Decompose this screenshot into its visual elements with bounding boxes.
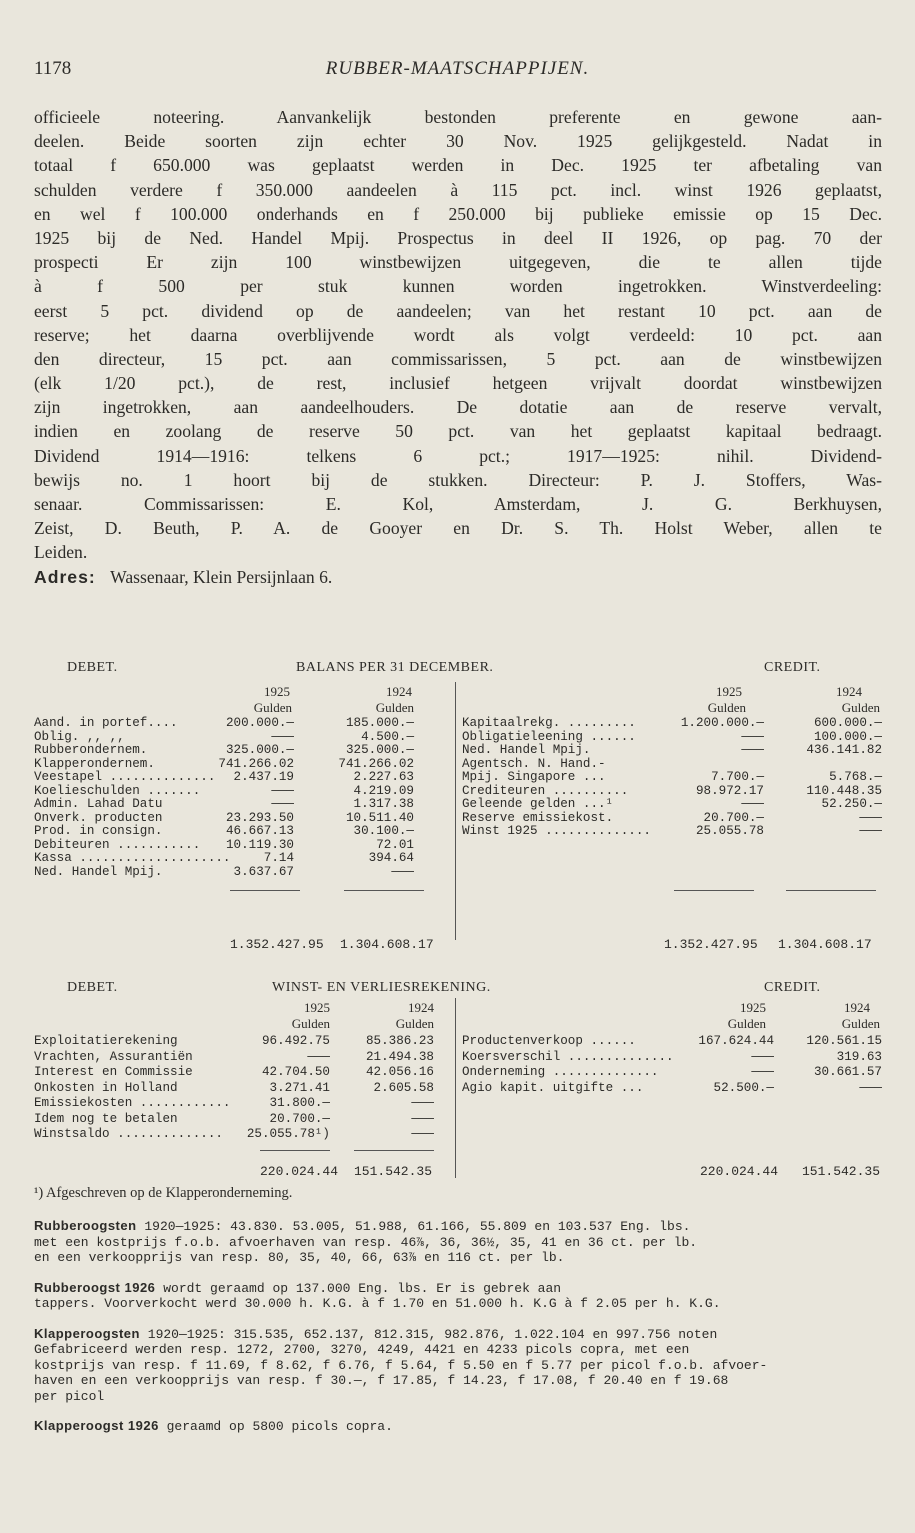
value-previous-year: 21.494.38 (365, 1049, 434, 1064)
row-label: Idem nog te betalen (34, 1111, 178, 1126)
value-current-year: 98.972.17 (695, 783, 764, 798)
value-previous-year: ——— (859, 1080, 882, 1095)
value-previous-year: 4.500.— (361, 729, 414, 744)
value-previous-year: 185.000.— (345, 716, 414, 730)
value-current-year: 20.700.— (269, 1111, 330, 1126)
ledger-row (34, 743, 414, 757)
total-value: 1.304.608.17 (340, 937, 434, 952)
harvest-note (34, 1218, 882, 1266)
value-previous-year: ——— (859, 810, 882, 825)
value-current-year: 25.055.78¹) (246, 1127, 330, 1141)
value-previous-year: 10.511.40 (345, 810, 414, 825)
ledger-row (34, 1127, 434, 1141)
note-heading: Rubberoogst 1926 (34, 1279, 156, 1295)
address-line (34, 565, 882, 589)
row-label: Debiteuren ........... (34, 837, 201, 852)
row-label: Prod. in consign. (34, 824, 163, 838)
value-current-year: 96.492.75 (261, 1034, 330, 1048)
text-line: indien en zoolang de reserve 50 pct. van het geplaatst kapitaal bedraagt. (34, 421, 882, 442)
unit-header: Gulden (841, 1016, 880, 1031)
value-previous-year: 120.561.15 (806, 1034, 882, 1048)
value-current-year: ——— (307, 1049, 330, 1064)
row-label: Onverk. producten (34, 810, 163, 825)
address-label: Adres: (34, 566, 96, 587)
ledger-row (462, 1034, 882, 1048)
row-label: Admin. Lahad Datu (34, 797, 163, 811)
unit-header: Gulden (727, 1016, 766, 1031)
ledger-row (462, 1081, 882, 1095)
year-header: 1925 (304, 1000, 330, 1015)
value-previous-year: 52.250.— (821, 797, 882, 811)
value-current-year: ——— (271, 783, 294, 798)
company-description (34, 105, 882, 589)
value-current-year: 23.293.50 (225, 810, 294, 825)
text-line: Dividend 1914—1916: telkens 6 pct.; 1917—1925: nihil. Dividend- (34, 445, 882, 466)
note-text: wordt geraamd op 137.000 Eng. lbs. Er is gebrek aan (155, 1280, 562, 1296)
row-label: Onderneming .............. (462, 1065, 659, 1079)
ledger-row (34, 770, 414, 784)
running-title: RUBBER-MAATSCHAPPIJEN. (325, 58, 590, 79)
total-value: 220.024.44 (700, 1164, 779, 1179)
ledger-row (34, 1112, 434, 1126)
ledger-row (34, 757, 414, 771)
total-value: 151.542.35 (354, 1164, 433, 1179)
value-current-year: 52.500.— (713, 1080, 774, 1095)
note-text: 1920—1925: 43.830. 53.005, 51.988, 61.166, 55.809 en 103.537 Eng. lbs. (136, 1219, 691, 1234)
text-line: à f 500 per stuk kunnen worden ingetrokken. Winstverdeeling: (34, 276, 882, 297)
ledger-row (462, 716, 882, 730)
value-current-year: ——— (271, 797, 294, 811)
value-previous-year: 1.317.38 (353, 797, 414, 811)
debit-caption: DEBET. (67, 980, 118, 995)
year-header: 1925 (264, 684, 290, 699)
credit-caption: CREDIT. (764, 980, 821, 995)
total-rule (344, 890, 424, 891)
row-label: Ned. Handel Mpij. (462, 743, 591, 757)
text-line: bewijs no. 1 hoort bij de stukken. Directeur: P. J. Stoffers, Was- (34, 469, 882, 490)
text-line: senaar. Commissarissen: E. Kol, Amsterdam, J. G. Berkhuysen, (34, 494, 882, 514)
year-header: 1925 (716, 684, 742, 699)
ledger-row (34, 838, 414, 852)
row-label: Geleende gelden ...¹ (462, 797, 614, 811)
value-previous-year: 319.63 (836, 1049, 882, 1064)
row-label: Veestapel .............. (34, 770, 216, 784)
value-previous-year: 2.605.58 (373, 1080, 434, 1095)
row-label: Kassa .................... (34, 851, 231, 865)
ledger-row (34, 784, 414, 798)
credit-caption: CREDIT. (764, 660, 821, 675)
value-current-year: 46.667.13 (225, 824, 294, 838)
row-label: Obligatieleening ...... (462, 729, 636, 744)
unit-header: Gulden (253, 700, 292, 715)
note-line (34, 1296, 882, 1312)
row-label: Interest en Commissie (34, 1065, 193, 1079)
row-label: Kapitaalrekg. ......... (462, 716, 636, 730)
value-current-year: ——— (741, 797, 764, 811)
ledger-row (34, 1065, 434, 1079)
text-line: (elk 1/20 pct.), de rest, inclusief hetgeen vrijvalt doordat winstbewijzen (34, 373, 882, 394)
value-previous-year: 2.227.63 (353, 770, 414, 784)
ledger-row (462, 811, 882, 825)
value-current-year: 31.800.— (269, 1096, 330, 1110)
address-value: Wassenaar, Klein Persijnlaan 6. (110, 566, 333, 587)
total-value: 1.352.427.95 (230, 937, 324, 952)
ledger-row (462, 743, 882, 757)
value-current-year: 1.200.000.— (680, 716, 764, 730)
value-previous-year: 394.64 (368, 851, 414, 865)
ledger-row (34, 865, 414, 879)
row-label: Koelieschulden ....... (34, 783, 201, 798)
year-header: 1924 (836, 684, 862, 699)
unit-header: Gulden (291, 1016, 330, 1031)
row-label: Reserve emissiekost. (462, 810, 614, 825)
unit-header: Gulden (395, 1016, 434, 1031)
ledger-row (462, 1065, 882, 1079)
footnote: ¹) Afgeschreven op de Klapperonderneming. (34, 1185, 293, 1201)
row-label: Exploitatierekening (34, 1034, 178, 1048)
value-previous-year: 85.386.23 (365, 1034, 434, 1048)
value-previous-year: 325.000.— (345, 743, 414, 757)
note-line (34, 1218, 882, 1235)
value-previous-year: ——— (411, 1096, 434, 1110)
value-previous-year: 30.661.57 (813, 1065, 882, 1079)
column-divider (455, 682, 456, 940)
text-line: 1925 bij de Ned. Handel Mpij. Prospectus in deel II 1926, op pag. 70 der (34, 227, 882, 248)
value-previous-year: 42.056.16 (365, 1065, 434, 1079)
total-value: 1.304.608.17 (778, 937, 872, 952)
row-label: Agio kapit. uitgifte ... (462, 1080, 644, 1095)
ledger-row (462, 770, 882, 784)
row-label: Aand. in portef.... (34, 716, 178, 730)
text-line: deelen. Beide soorten zijn echter 30 Nov. 1925 gelijkgesteld. Nadat in (34, 131, 882, 152)
balance-title: BALANS PER 31 DECEMBER. (296, 660, 494, 675)
value-previous-year: ——— (411, 1111, 434, 1126)
row-label: Mpij. Singapore ... (462, 770, 606, 784)
row-label: Oblig. ,, ,, (34, 729, 125, 744)
year-header: 1924 (386, 684, 412, 699)
total-value: 220.024.44 (260, 1164, 339, 1179)
value-previous-year: 72.01 (376, 837, 414, 852)
value-current-year: 10.119.30 (225, 837, 294, 852)
value-current-year: ——— (741, 729, 764, 744)
value-current-year: 3.271.41 (269, 1080, 330, 1095)
note-text: Gefabriceerd werden resp. 1272, 2700, 3270, 4249, 4421 en 4233 picols copra, met een (34, 1342, 690, 1357)
text-line: Leiden. (34, 542, 88, 563)
value-current-year: ——— (271, 729, 294, 744)
text-line: zijn ingetrokken, aan aandeelhouders. De dotatie aan de reserve vervalt, (34, 397, 882, 418)
value-current-year: 741.266.02 (218, 756, 294, 771)
year-header: 1924 (408, 1000, 434, 1015)
harvest-notes (34, 1218, 882, 1449)
text-line: prospecti Er zijn 100 winstbewijzen uitgegeven, die te allen tijde (34, 252, 882, 273)
harvest-note (34, 1280, 882, 1312)
row-label: Rubberondernem. (34, 743, 148, 757)
value-previous-year: ——— (391, 864, 414, 879)
note-text: en een verkoopprijs van resp. 80, 35, 40, 66, 63⅞ en 116 ct. per lb. (34, 1250, 565, 1265)
text-line: Zeist, D. Beuth, P. A. de Gooyer en Dr. S. Th. Holst Weber, allen te (34, 518, 882, 539)
note-line (34, 1280, 882, 1297)
row-label: Winstsaldo .............. (34, 1127, 223, 1141)
text-line: schulden verdere f 350.000 aandeelen à 115 pct. incl. winst 1926 geplaatst, (34, 179, 882, 200)
harvest-note (34, 1326, 882, 1405)
ledger-row (34, 1081, 434, 1095)
value-current-year: 167.624.44 (698, 1034, 774, 1048)
note-line (34, 1358, 882, 1374)
unit-header: Gulden (375, 700, 414, 715)
row-label: Agentsch. N. Hand.- (462, 756, 606, 771)
value-previous-year: ——— (859, 824, 882, 838)
value-current-year: ——— (751, 1049, 774, 1064)
note-line (34, 1326, 882, 1343)
value-current-year: 7.14 (263, 851, 294, 865)
note-heading: Klapperoogst 1926 (34, 1418, 159, 1433)
row-label: Klapperondernem. (34, 756, 155, 771)
note-line (34, 1373, 882, 1389)
text-line: totaal f 650.000 was geplaatst werden in Dec. 1925 ter afbetaling van (34, 155, 882, 176)
ledger-row (462, 797, 882, 811)
total-rule (674, 890, 754, 891)
text-line: reserve; het daarna overblijvende wordt als volgt verdeeld: 10 pct. aan (34, 324, 882, 345)
ledger-row (34, 811, 414, 825)
ledger-row (34, 824, 414, 838)
value-current-year: 7.700.— (711, 770, 764, 784)
value-current-year: ——— (751, 1065, 774, 1079)
page-number: 1178 (34, 58, 72, 79)
value-current-year: 2.437.19 (233, 770, 294, 784)
note-heading: Rubberoogsten (34, 1218, 137, 1233)
row-label: Emissiekosten ............ (34, 1096, 231, 1110)
row-label: Crediteuren .......... (462, 783, 629, 798)
note-heading: Klapperoogsten (34, 1325, 140, 1341)
value-previous-year: 110.448.35 (806, 783, 882, 798)
note-text: tappers. Voorverkocht werd 30.000 h. K.G. à f 1.70 en 51.000 h. K.G à f 2.05 per h. K.G. (34, 1296, 721, 1311)
value-previous-year: 5.768.— (829, 770, 882, 784)
total-value: 151.542.35 (802, 1164, 881, 1179)
unit-header: Gulden (841, 700, 880, 715)
ledger-row (34, 716, 414, 730)
total-rule (230, 890, 300, 891)
ledger-row (462, 824, 882, 838)
ledger-row (34, 1096, 434, 1110)
value-current-year: 42.704.50 (261, 1065, 330, 1079)
row-label: Productenverkoop ...... (462, 1034, 636, 1048)
ledger-row (462, 1050, 882, 1064)
note-text: per picol (34, 1388, 105, 1404)
text-line: en wel f 100.000 onderhands en f 250.000 bij publieke emissie op 15 Dec. (34, 203, 882, 224)
value-previous-year: 600.000.— (813, 716, 882, 730)
balance-sheet (34, 660, 882, 970)
note-text: met een kostprijs f.o.b. afvoerhaven van resp. 46⅞, 36, 36½, 35, 41 en 36 ct. per lb. (34, 1234, 698, 1250)
profit-loss-title: WINST- EN VERLIESREKENING. (272, 980, 491, 995)
text-line: officieele noteering. Aanvankelijk bestonden preferente en gewone aan- (34, 107, 882, 127)
unit-header: Gulden (707, 700, 746, 715)
year-header: 1925 (740, 1000, 766, 1015)
ledger-row (34, 797, 414, 811)
row-label: Koersverschil .............. (462, 1049, 674, 1064)
ledger-row (462, 730, 882, 744)
text-line: den directeur, 15 pct. aan commissarissen, 5 pct. aan de winstbewijzen (34, 348, 882, 369)
row-label: Winst 1925 .............. (462, 824, 651, 838)
value-previous-year: 100.000.— (813, 729, 882, 744)
note-text: geraamd op 5800 picols copra. (158, 1419, 393, 1434)
value-previous-year: 436.141.82 (806, 743, 882, 757)
row-label: Ned. Handel Mpij. (34, 864, 163, 879)
value-previous-year: 741.266.02 (338, 756, 414, 771)
note-line (34, 1389, 882, 1405)
text-line: eerst 5 pct. dividend op de aandeelen; van het restant 10 pct. aan de (34, 300, 882, 321)
value-current-year: 25.055.78 (695, 824, 764, 838)
ledger-row (462, 784, 882, 798)
value-previous-year: 4.219.09 (353, 783, 414, 798)
total-rule (786, 890, 876, 891)
note-text: haven en een verkoopprijs van resp. f 30.—, f 17.85, f 14.23, f 17.08, f 20.40 en f 19.68 (34, 1373, 729, 1388)
profit-loss-account (34, 980, 882, 1190)
note-text: 1920—1925: 315.535, 652.137, 812.315, 982.876, 1.022.104 en 997.756 noten (139, 1326, 718, 1342)
note-line (34, 1418, 882, 1435)
ledger-row (462, 757, 882, 771)
value-current-year: 200.000.— (225, 716, 294, 730)
note-line (34, 1342, 882, 1358)
value-current-year: 325.000.— (225, 743, 294, 757)
debit-caption: DEBET. (67, 660, 118, 675)
value-previous-year: ——— (411, 1127, 434, 1141)
year-header: 1924 (844, 1000, 870, 1015)
note-line (34, 1235, 882, 1251)
value-current-year: ——— (741, 743, 764, 757)
harvest-note (34, 1418, 882, 1435)
total-rule (260, 1150, 330, 1151)
total-rule (354, 1150, 434, 1151)
total-value: 1.352.427.95 (664, 937, 758, 952)
value-current-year: 20.700.— (703, 810, 764, 825)
ledger-row (34, 1050, 434, 1064)
row-label: Vrachten, Assurantiën (34, 1049, 193, 1064)
note-text: kostprijs van resp. f 11.69, f 8.62, f 6.76, f 5.64, f 5.50 en f 5.77 per picol f.o.b. afvoer- (34, 1357, 768, 1373)
page-header (34, 58, 881, 84)
ledger-row (34, 730, 414, 744)
ledger-row (34, 851, 414, 865)
note-line (34, 1250, 882, 1266)
column-divider (455, 998, 456, 1178)
row-label: Onkosten in Holland (34, 1080, 178, 1095)
value-current-year: 3.637.67 (233, 864, 294, 879)
ledger-row (34, 1034, 434, 1048)
value-previous-year: 30.100.— (353, 824, 414, 838)
